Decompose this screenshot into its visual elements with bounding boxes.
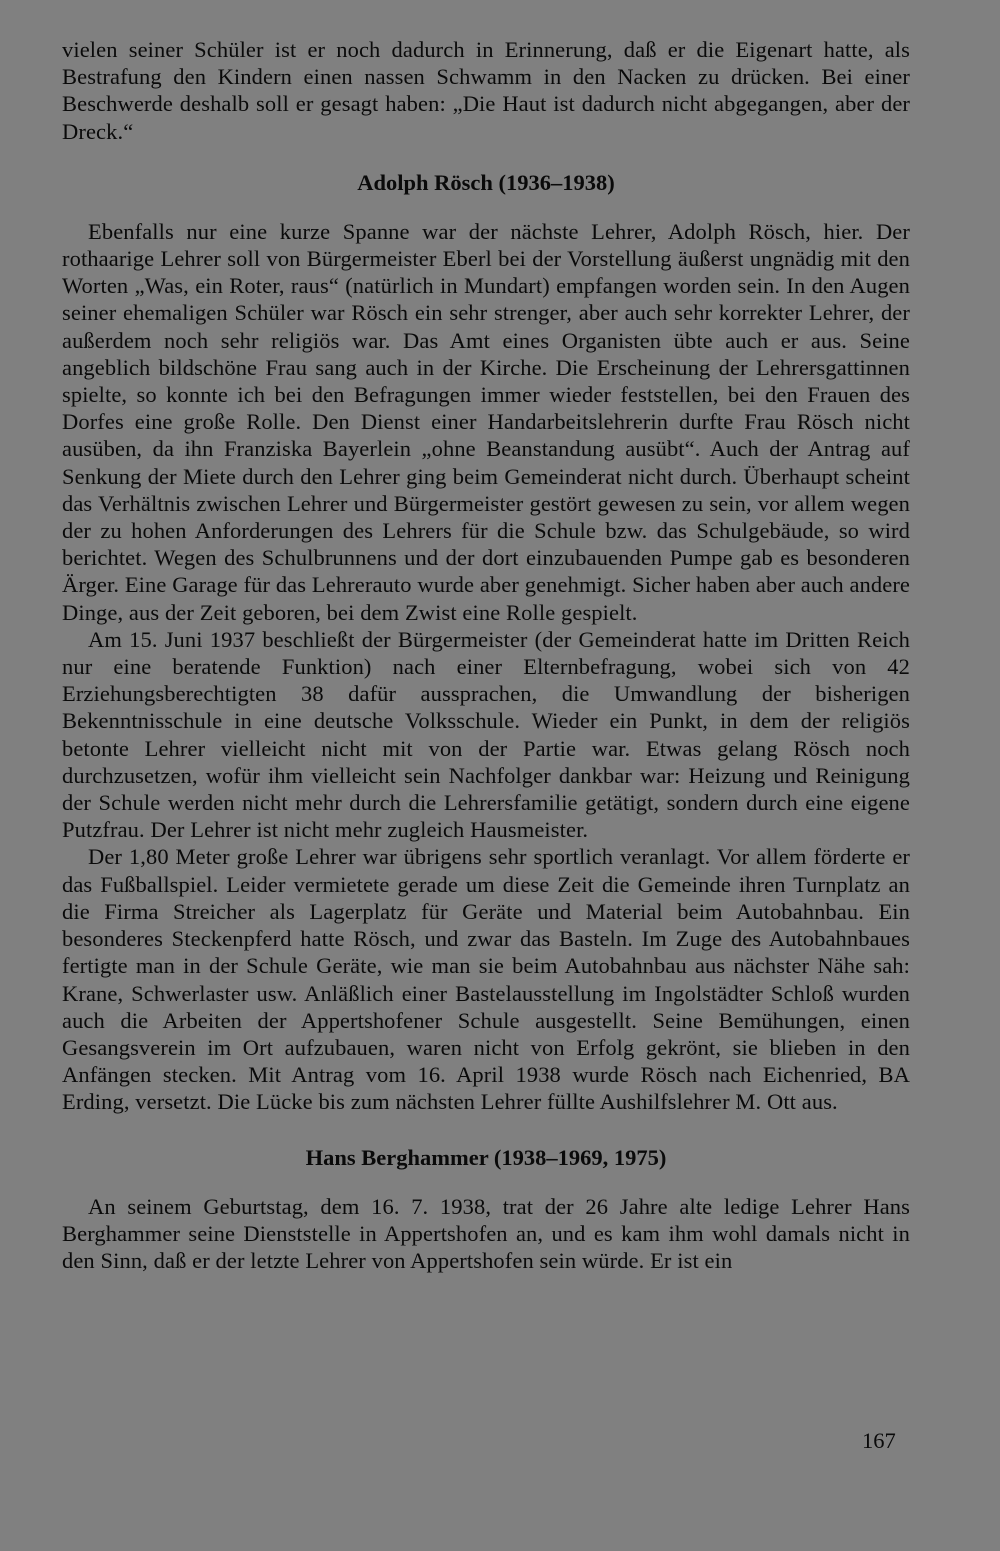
paragraph-berghammer-intro: An seinem Geburtstag, dem 16. 7. 1938, trat der 26 Jahre alte ledige Lehrer Hans Berghammer seine Dienststelle in Appertshofen an, und es kam ihm wohl damals nicht in den Sinn, daß er der letzte Lehrer von Appertshofen sein würde. Er ist ein <box>62 1193 910 1273</box>
page-number: 167 <box>862 1428 896 1453</box>
section-heading-hans-berghammer: Hans Berghammer (1938–1969, 1975) <box>305 1144 667 1170</box>
page-body <box>62 36 910 1274</box>
paragraph-roesch-sport: Der 1,80 Meter große Lehrer war übrigens sehr sportlich veranlagt. Vor allem förderte er das Fußballspiel. Leider vermietete gerade um diese Zeit die Gemeinde ihren Turnplatz an die Firma Streicher als Lagerplatz für Geräte und Material beim Autobahnbau. Ein besonderes Steckenpferd hatte Rösch, und zwar das Basteln. Im Zuge des Autobahnbaues fertigte man in der Schule Geräte, wie man sie beim Autobahnbau aus nächster Nähe sah: Krane, Schwerlaster usw. Anläßlich einer Bastelausstellung im Ingolstädter Schloß wurden auch die Arbeiten der Appertshofener Schule ausgestellt. Seine Bemühungen, einen Gesangsverein im Ort aufzubauen, waren nicht von Erfolg gekrönt, sie blieben in den Anfängen stecken. Mit Antrag vom 16. April 1938 wurde Rösch nach Eichenried, BA Erding, versetzt. Die Lücke bis zum nächsten Lehrer füllte Aushilfslehrer M. Ott aus. <box>62 844 910 1115</box>
paragraph-roesch-1937: Am 15. Juni 1937 beschließt der Bürgermeister (der Gemeinderat hatte im Dritten Reich nur eine beratende Funktion) nach einer Elternbefragung, wobei sich von 42 Erziehungsberechtigten 38 dafür aussprachen, die Umwandlung der bisherigen Bekenntnisschule in eine deutsche Volksschule. Wieder ein Punkt, in dem der religiös betonte Lehrer vielleicht nicht mit von der Partie war. Etwas gelang Rösch noch durchzusetzen, wofür ihm vielleicht sein Nachfolger dankbar war: Heizung und Reinigung der Schule werden nicht mehr durch die Lehrersfamilie getätigt, sondern durch eine eigene Putzfrau. Der Lehrer ist nicht mehr zugleich Hausmeister. <box>62 626 910 843</box>
paragraph-continuation: vielen seiner Schüler ist er noch dadurch in Erinnerung, daß er die Eigenart hatte, als Bestrafung den Kindern einen nassen Schwamm in den Nacken zu drücken. Bei einer Beschwerde deshalb soll er gesagt haben: „Die Haut ist dadurch nicht abgegangen, aber der Dreck.“ <box>62 37 910 144</box>
paragraph-roesch-intro: Ebenfalls nur eine kurze Spanne war der nächste Lehrer, Adolph Rösch, hier. Der rothaarige Lehrer soll von Bürgermeister Eberl bei der Vorstellung äußerst ungnädig mit den Worten „Was, ein Roter, raus“ (natürlich in Mundart) empfangen worden sein. In den Augen seiner ehemaligen Schüler war Rösch ein sehr strenger, aber auch sehr korrekter Lehrer, der außerdem noch sehr religiös war. Das Amt eines Organisten übte auch er aus. Seine angeblich bildschöne Frau sang auch in der Kirche. Die Erscheinung der Lehrersgattinnen spielte, so konnte ich bei den Befragungen immer wieder feststellen, bei den Frauen des Dorfes eine große Rolle. Den Dienst einer Handarbeitslehrerin durfte Frau Rösch nicht ausüben, da ihn Franziska Bayerlein „ohne Beanstandung ausübt“. Auch der Antrag auf Senkung der Miete durch den Lehrer ging beim Gemeinderat nicht durch. Überhaupt scheint das Verhältnis zwischen Lehrer und Bürgermeister gestört gewesen zu sein, vor allem wegen der zu hohen Anforderungen des Lehrers für die Schule bzw. das Schulgebäude, so wird berichtet. Wegen des Schulbrunnens und der dort einzubauenden Pumpe gab es besonderen Ärger. Eine Garage für das Lehrerauto wurde aber genehmigt. Sicher haben aber auch andere Dinge, aus der Zeit geboren, bei dem Zwist eine Rolle gespielt. <box>62 218 910 625</box>
section-heading-adolph-roesch: Adolph Rösch (1936–1938) <box>357 169 615 195</box>
